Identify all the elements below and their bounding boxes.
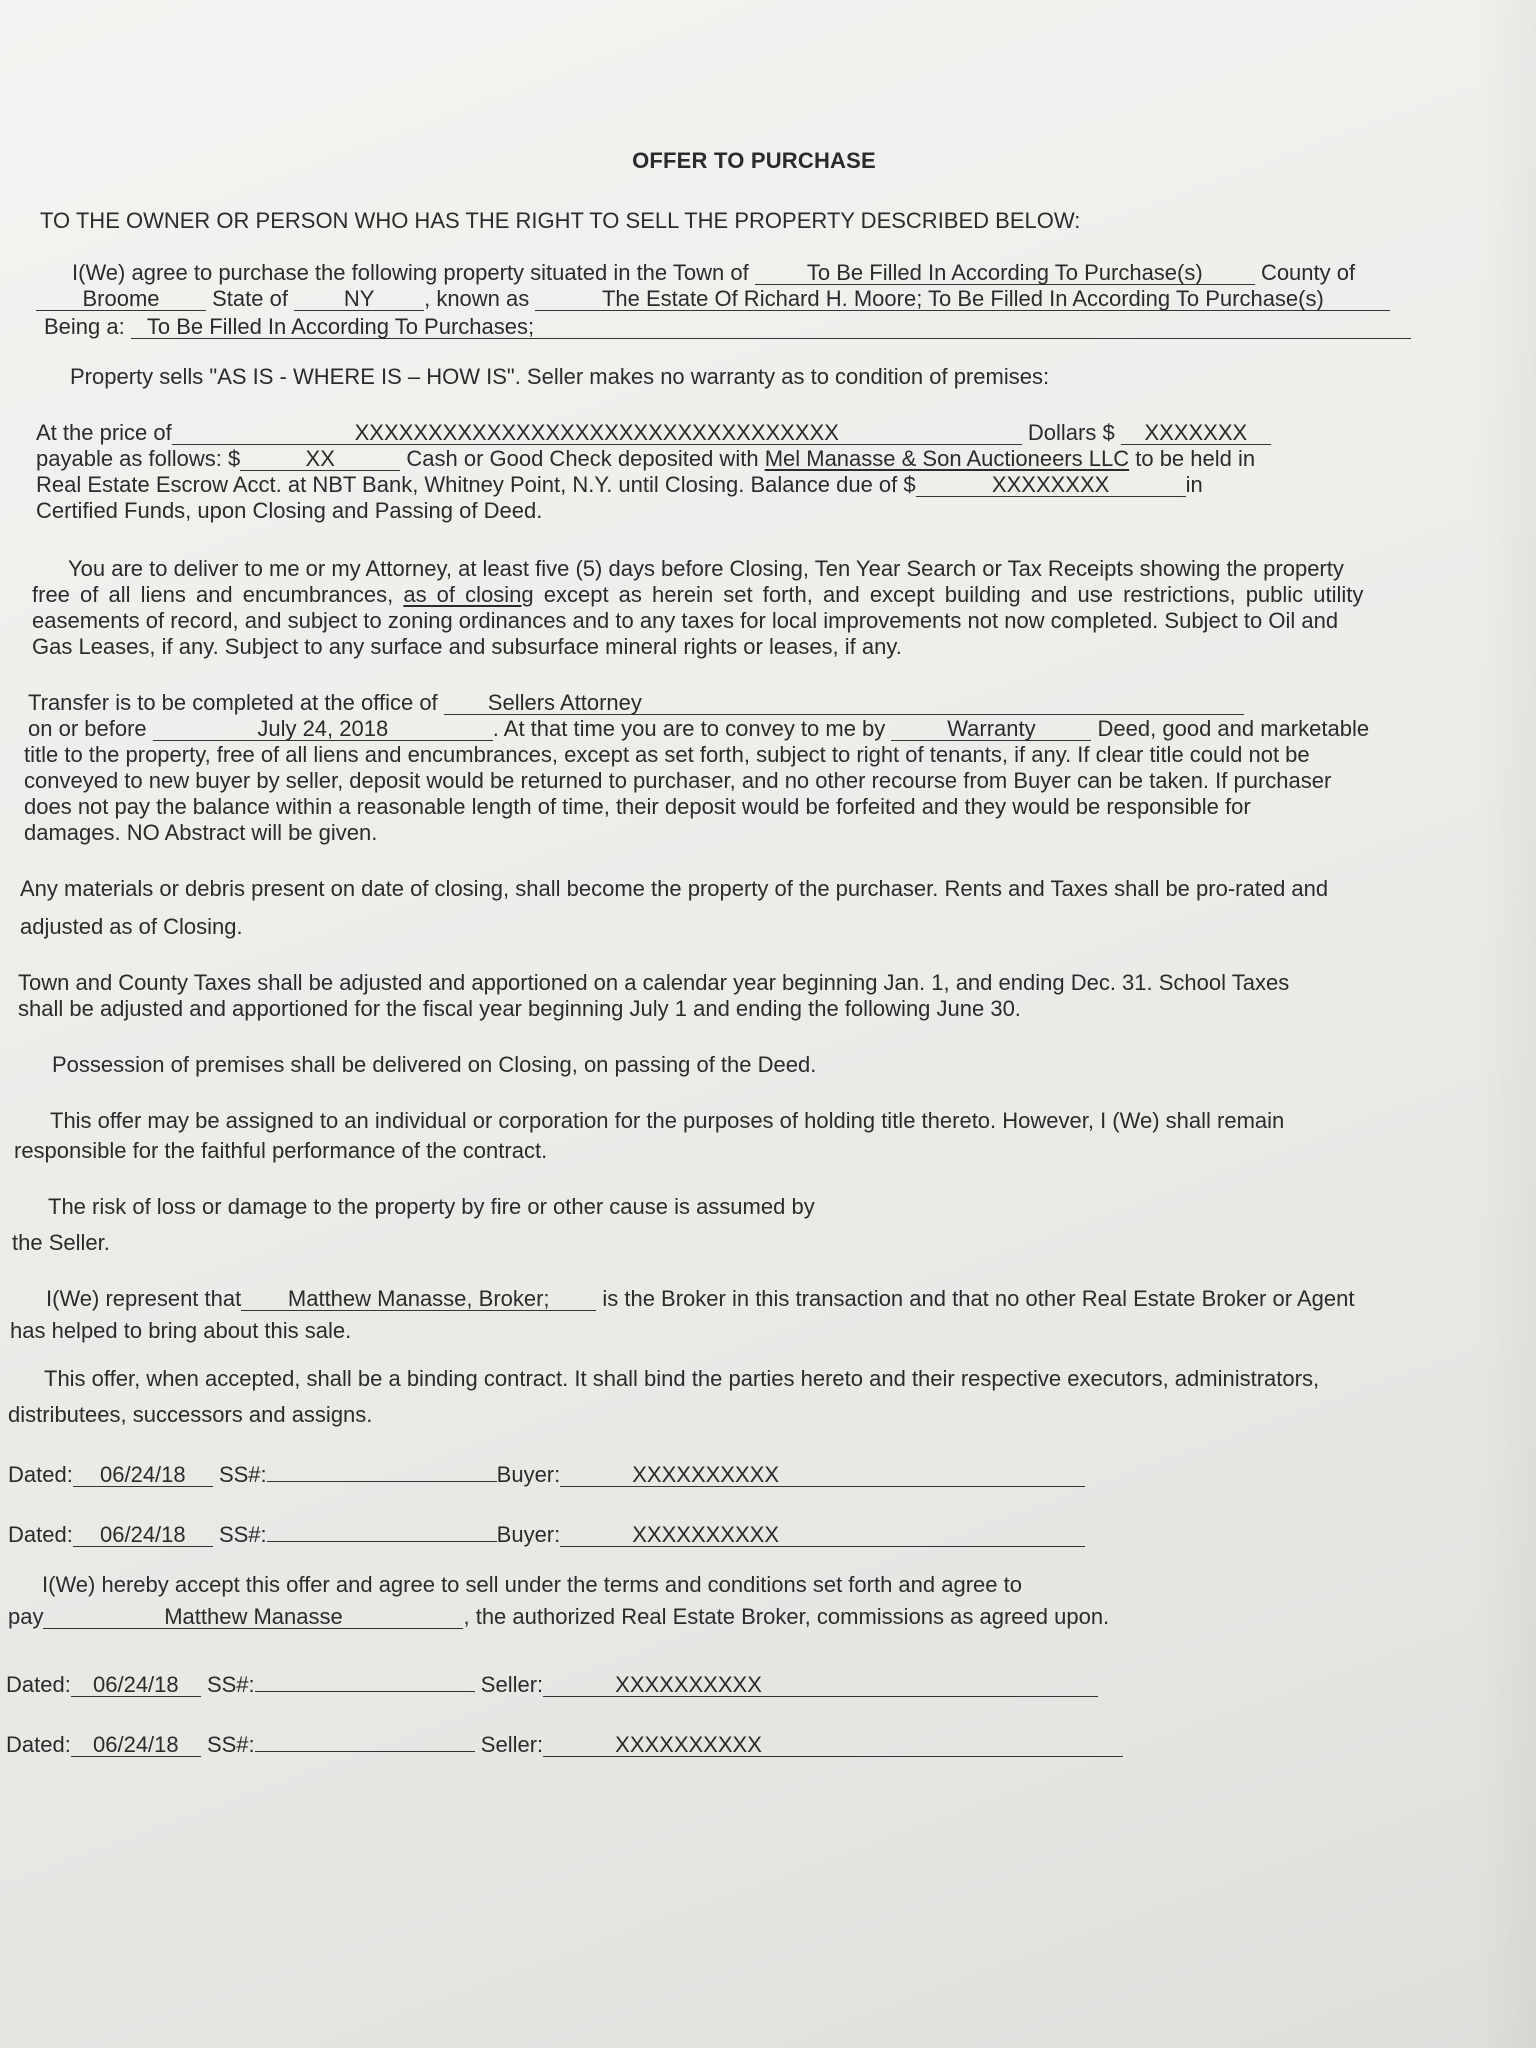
broker-line-1: I(We) represent that Matthew Manasse, Broker; is the Broker in this transaction and that no other Real Estate Broker or Agent: [46, 1286, 1355, 1311]
assign-line-2: responsible for the faithful performance of the contract.: [14, 1138, 548, 1163]
risk-line-2: the Seller.: [12, 1230, 110, 1255]
seller-signature-line-2: Dated: 06/24/18 SS#: Seller: XXXXXXXXXX: [6, 1732, 1123, 1758]
as-is-clause: Property sells "AS IS - WHERE IS – HOW IS". Seller makes no warranty as to condition of premises:: [70, 364, 1050, 389]
transfer-line-1: Transfer is to be completed at the office of Sellers Attorney: [28, 690, 1244, 716]
document-title: OFFER TO PURCHASE: [632, 148, 876, 173]
deliver-line-3: easements of record, and subject to zoning ordinances and to any taxes for local improvements not now completed. Subject to Oil and: [32, 608, 1339, 633]
seller-2-ss-field: [255, 1751, 475, 1752]
balance-field: XXXXXXXX: [916, 474, 1186, 497]
buyer-signature-line-1: Dated: 06/24/18 SS#: Buyer: XXXXXXXXXX: [8, 1462, 1085, 1488]
buyer-1-ss-field: [267, 1481, 497, 1482]
transfer-line-4: conveyed to new buyer by seller, deposit would be returned to purchaser, and no other recourse from Buyer can be taken. If purchaser: [24, 768, 1332, 793]
buyer-2-date: 06/24/18: [73, 1524, 213, 1547]
seller-1-name: XXXXXXXXXX: [543, 1674, 1098, 1697]
broker-name-field: Matthew Manasse, Broker;: [241, 1288, 596, 1311]
property-location-line-3: Being a: To Be Filled In According To Purchases;: [44, 314, 1411, 340]
materials-line-2: adjusted as of Closing.: [20, 914, 243, 939]
accept-broker-field: Matthew Manasse: [43, 1606, 463, 1629]
deed-type-field: Warranty: [891, 718, 1091, 741]
acceptance-line-2: pay Matthew Manasse , the authorized Real Estate Broker, commissions as agreed upon.: [8, 1604, 1110, 1629]
transfer-line-3: title to the property, free of all liens and encumbrances, except as set forth, subject to right of tenants, if any. If clear title could not be: [24, 742, 1310, 767]
closing-date-field: July 24, 2018: [153, 718, 493, 741]
seller-1-date: 06/24/18: [71, 1674, 201, 1697]
transfer-line-5: does not pay the balance within a reasonable length of time, their deposit would be forfeited and they would be responsible for: [24, 794, 1251, 819]
page-edge-shadow: [1476, 0, 1536, 2048]
buyer-2-ss-field: [267, 1541, 497, 1542]
deposit-field: XX: [240, 448, 400, 471]
price-amount-field: XXXXXXX: [1121, 422, 1271, 445]
escrow-holder: Mel Manasse & Son Auctioneers LLC: [764, 446, 1130, 471]
buyer-1-date: 06/24/18: [73, 1464, 213, 1487]
price-line-1: At the price of XXXXXXXXXXXXXXXXXXXXXXXXXXXXXXXXX Dollars $ XXXXXXX: [36, 420, 1271, 446]
seller-2-date: 06/24/18: [71, 1734, 201, 1757]
transfer-line-2: on or before July 24, 2018 . At that time you are to convey to me by Warranty Deed, good and marketable: [28, 716, 1370, 741]
acceptance-line-1: I(We) hereby accept this offer and agree to sell under the terms and conditions set forth and agree to: [42, 1572, 1022, 1597]
price-line-2: payable as follows: $ XX Cash or Good Check deposited with Mel Manasse & Son Auctioneers LLC to be held in: [36, 446, 1256, 471]
price-line-4: Certified Funds, upon Closing and Passing of Deed.: [36, 498, 543, 523]
buyer-2-name: XXXXXXXXXX: [560, 1524, 1085, 1547]
assign-line-1: This offer may be assigned to an individual or corporation for the purposes of holding title thereto. However, I (We) shall remain: [50, 1108, 1285, 1133]
town-field: To Be Filled In According To Purchase(s): [755, 262, 1255, 285]
price-line-3: Real Estate Escrow Acct. at NBT Bank, Whitney Point, N.Y. until Closing. Balance due of $ XXXXXXXX in: [36, 472, 1203, 497]
property-location-line-1: I(We) agree to purchase the following property situated in the Town of To Be Filled In According To Purchase(s) County of: [72, 260, 1356, 285]
taxes-line-2: shall be adjusted and apportioned for the fiscal year beginning July 1 and ending the following June 30.: [18, 996, 1021, 1021]
deliver-line-1: You are to deliver to me or my Attorney, at least five (5) days before Closing, Ten Year Search or Tax Receipts showing the property: [68, 556, 1344, 581]
possession-clause: Possession of premises shall be delivered on Closing, on passing of the Deed.: [52, 1052, 817, 1077]
seller-signature-line-1: Dated: 06/24/18 SS#: Seller: XXXXXXXXXX: [6, 1672, 1098, 1698]
buyer-1-name: XXXXXXXXXX: [560, 1464, 1085, 1487]
known-as-field: The Estate Of Richard H. Moore; To Be Filled In According To Purchase(s): [535, 288, 1390, 311]
binding-line-1: This offer, when accepted, shall be a binding contract. It shall bind the parties hereto and their respective executors, administrators,: [44, 1366, 1320, 1391]
being-a-field: To Be Filled In According To Purchases;: [131, 316, 1411, 339]
county-field: Broome: [36, 288, 206, 311]
seller-1-ss-field: [255, 1691, 475, 1692]
property-location-line-2: Broome State of NY , known as The Estate Of Richard H. Moore; To Be Filled In According To Purchase(s): [36, 286, 1390, 312]
risk-line-1: The risk of loss or damage to the property by fire or other cause is assumed by: [48, 1194, 815, 1219]
state-field: NY: [294, 288, 424, 311]
deliver-line-2: free of all liens and encumbrances, as of closing except as herein set forth, and except building and use restrictions, public utility: [32, 582, 1364, 607]
buyer-signature-line-2: Dated: 06/24/18 SS#: Buyer: XXXXXXXXXX: [8, 1522, 1085, 1548]
addressee-line: TO THE OWNER OR PERSON WHO HAS THE RIGHT TO SELL THE PROPERTY DESCRIBED BELOW:: [40, 208, 1081, 233]
binding-line-2: distributees, successors and assigns.: [8, 1402, 373, 1427]
materials-line-1: Any materials or debris present on date of closing, shall become the property of the purchaser. Rents and Taxes shall be pro-rated and: [20, 876, 1329, 901]
price-words-field: XXXXXXXXXXXXXXXXXXXXXXXXXXXXXXXXX: [172, 422, 1022, 445]
transfer-line-6: damages. NO Abstract will be given.: [24, 820, 378, 845]
as-of-closing: as of closing: [403, 582, 534, 607]
deliver-line-4: Gas Leases, if any. Subject to any surface and subsurface mineral rights or leases, if any.: [32, 634, 902, 659]
transfer-office-field: Sellers Attorney: [444, 692, 1244, 715]
broker-line-2: has helped to bring about this sale.: [10, 1318, 352, 1343]
taxes-line-1: Town and County Taxes shall be adjusted and apportioned on a calendar year beginning Jan. 1, and ending Dec. 31. School Taxes: [18, 970, 1290, 995]
seller-2-name: XXXXXXXXXX: [543, 1734, 1123, 1757]
